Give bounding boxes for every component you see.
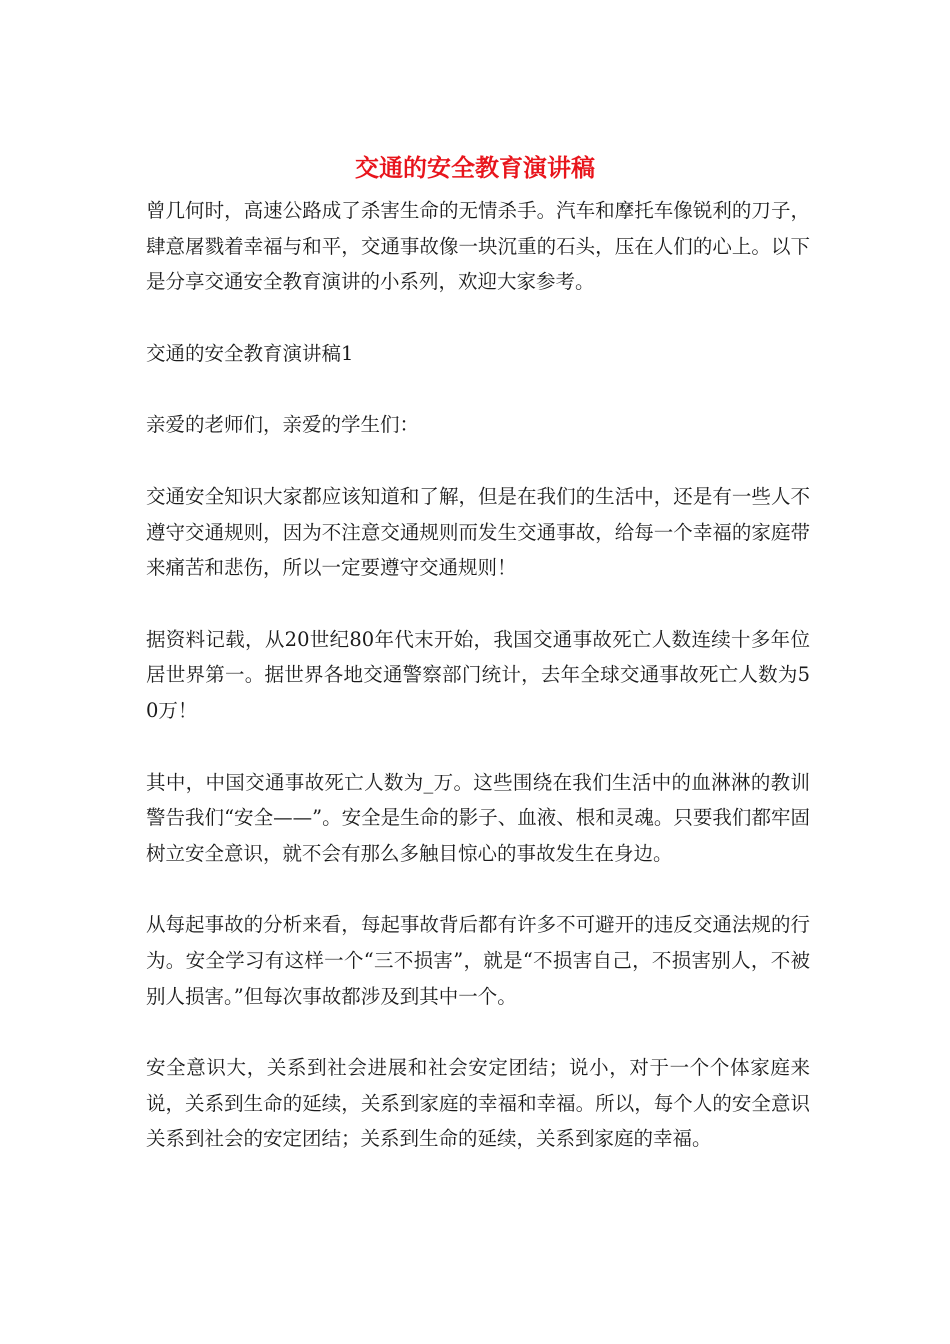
intro-paragraph: 曾几何时，高速公路成了杀害生命的无情杀手。汽车和摩托车像锐利的刀子，肆意屠戮着幸福与和平，交通事故像一块沉重的石头，压在人们的心上。以下是分享交通安全教育演讲的小系列，欢迎大家参考。: [146, 199, 810, 294]
body-paragraph: 交通安全知识大家都应该知道和了解，但是在我们的生活中，还是有一些人不遵守交通规则，因为不注意交通规则而发生交通事故，给每一个幸福的家庭带来痛苦和悲伤，所以一定要遵守交通规则！: [146, 484, 810, 580]
speech-heading: 交通的安全教育演讲稿1: [146, 341, 354, 365]
body-paragraph: 其中，中国交通事故死亡人数为_万。这些围绕在我们生活中的血淋淋的教训警告我们“安全——”。安全是生命的影子、血液、根和灵魂。只要我们都牢固树立安全意识，就不会有那么多触目惊心的事故发生在身边。: [146, 770, 810, 865]
salutation: 亲爱的老师们，亲爱的学生们：: [146, 413, 420, 437]
body-paragraph: 安全意识大，关系到社会进展和社会安定团结；说小，对于一个个体家庭来说，关系到生命的延续，关系到家庭的幸福和幸福。所以，每个人的安全意识关系到社会的安定团结；关系到生命的延续，关系到家庭的幸福。: [146, 1056, 810, 1151]
document-body: [146, 193, 810, 1193]
document-title: 交通的安全教育演讲稿: [355, 154, 595, 182]
body-paragraph: 据资料记载，从20世纪80年代末开始，我国交通事故死亡人数连续十多年位居世界第一。据世界各地交通警察部门统计，去年全球交通事故死亡人数为50万！: [146, 627, 810, 722]
body-paragraph: 从每起事故的分析来看，每起事故背后都有许多不可避开的违反交通法规的行为。安全学习有这样一个“三不损害”，就是“不损害自己，不损害别人，不被别人损害。”但每次事故都涉及到其中一个。: [146, 913, 810, 1008]
